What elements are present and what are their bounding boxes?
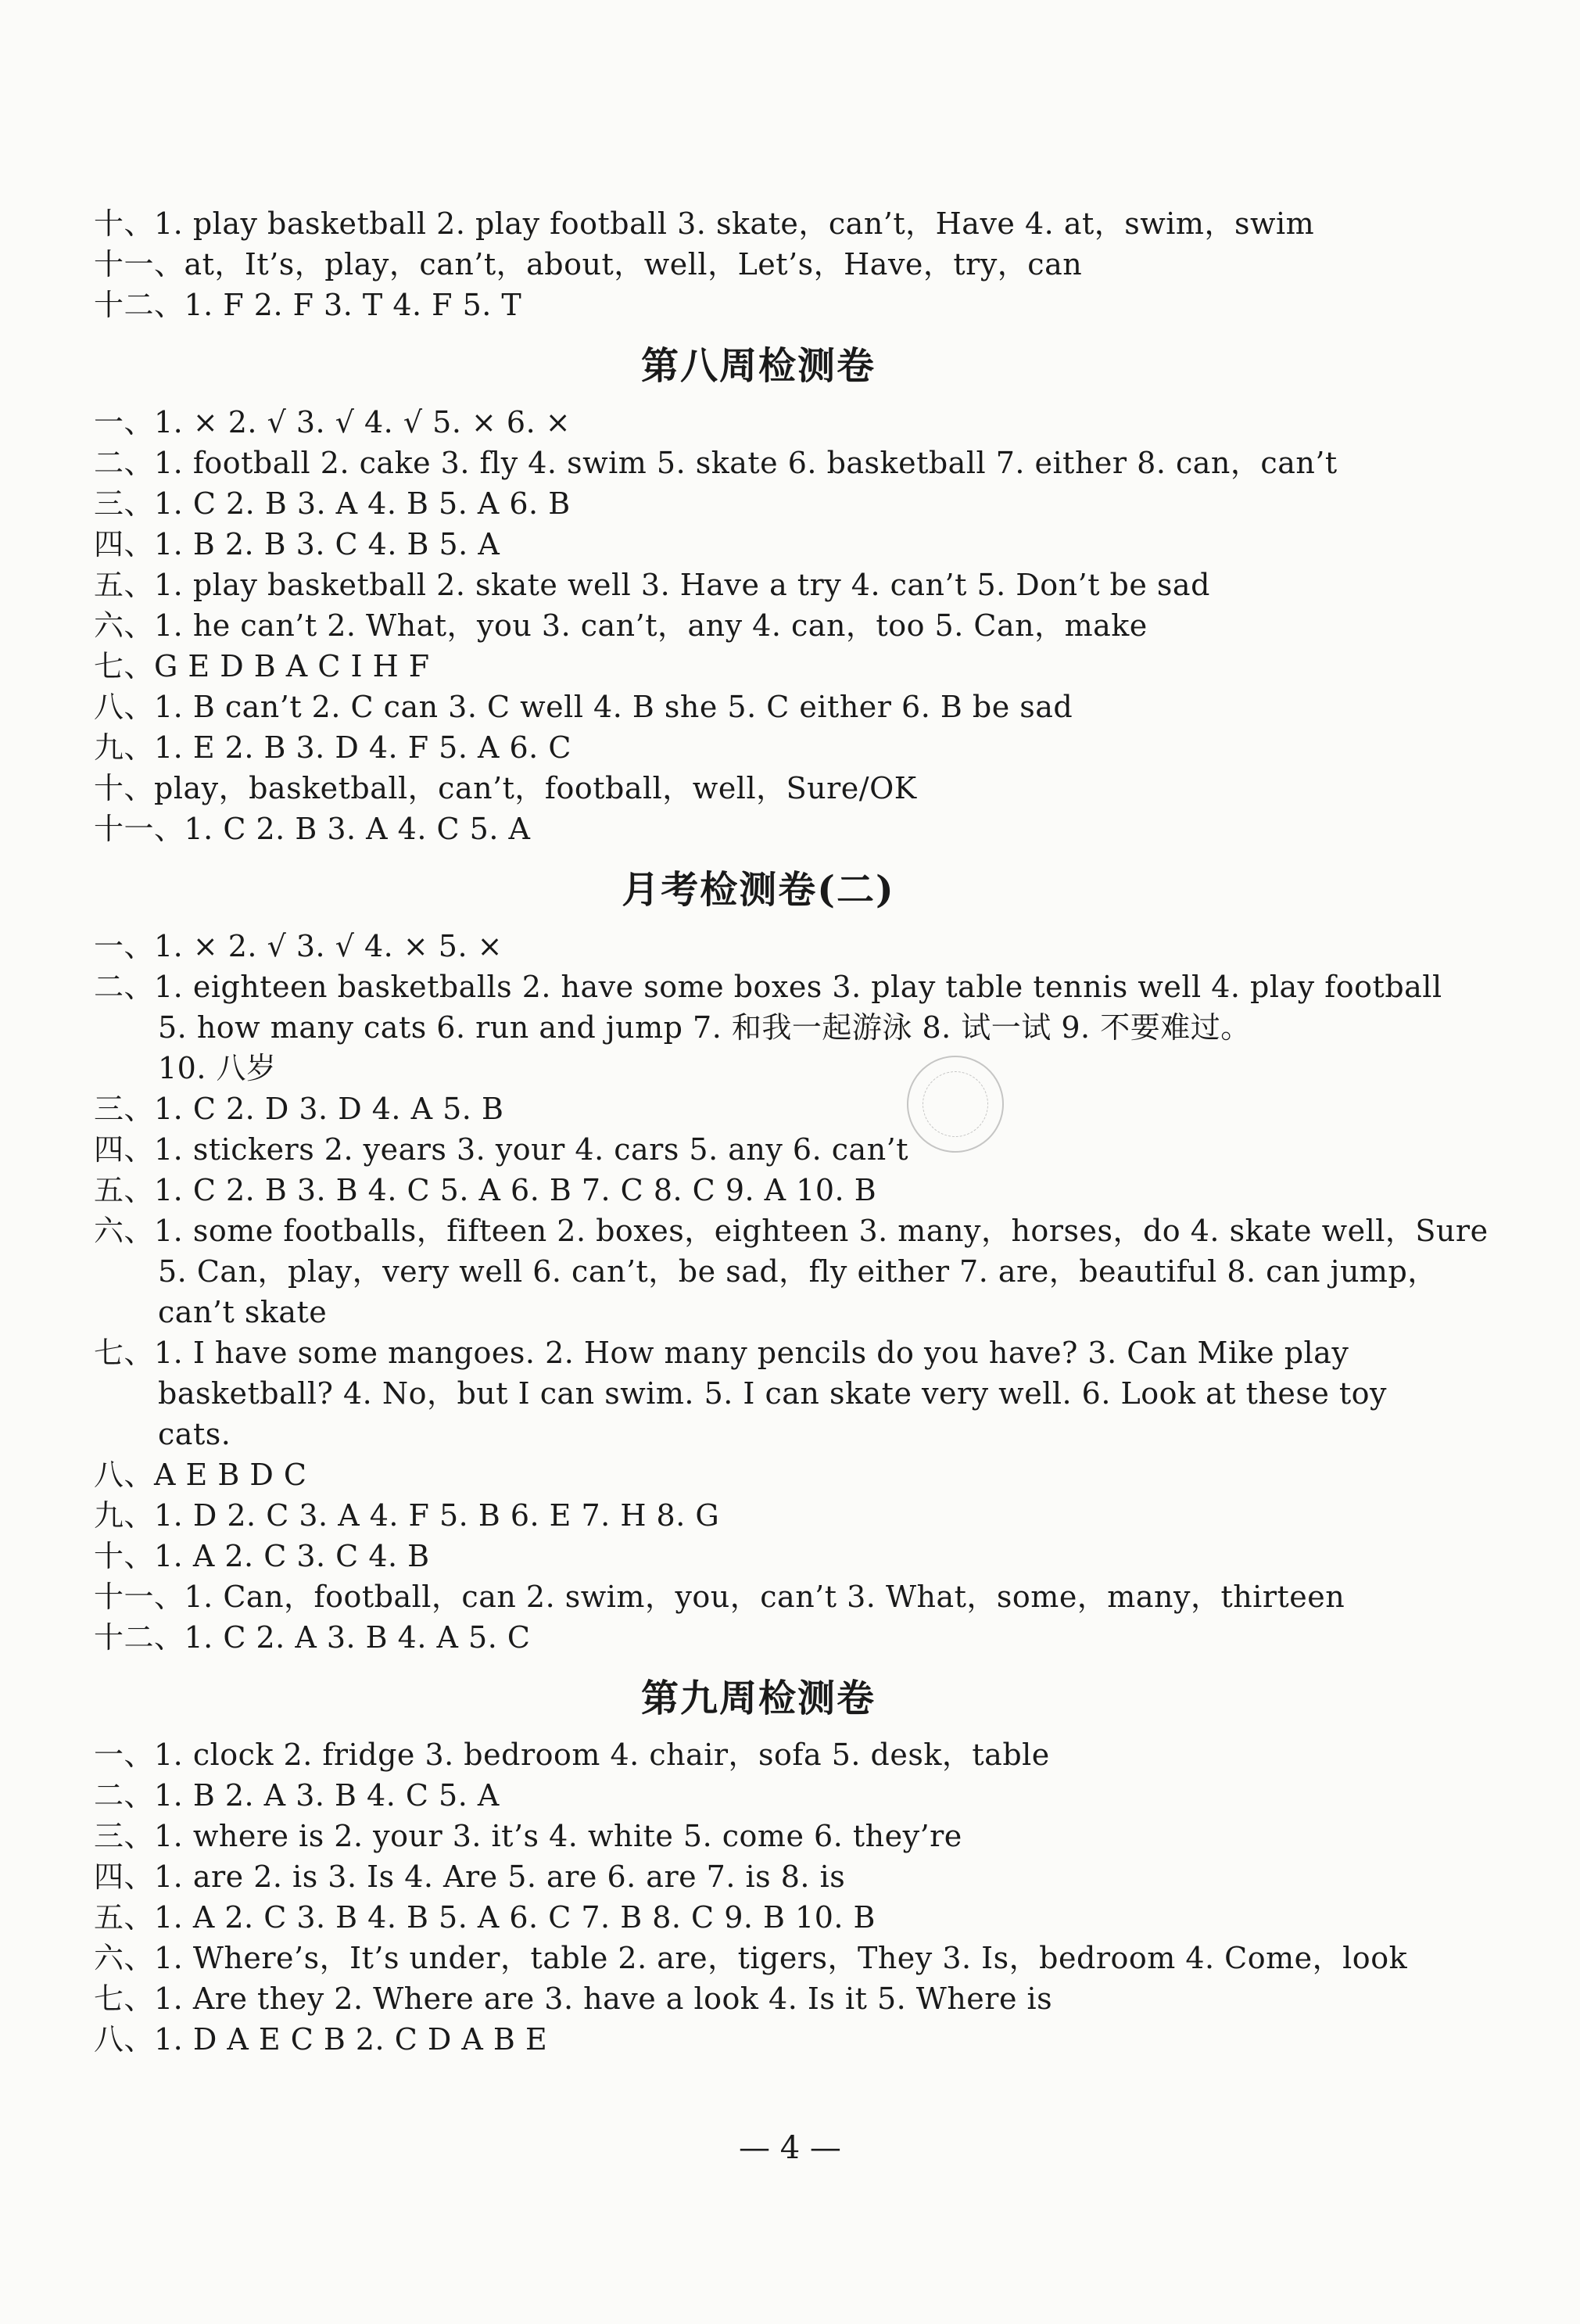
answer-line: 六、1. some footballs，fifteen 2. boxes，eighteen 3. many，horses，do 4. skate well，Sure — [94, 1214, 1489, 1248]
answer-line: 十一、1. Can，football，can 2. swim，you，can’t 3. What，some，many，thirteen — [94, 1580, 1345, 1614]
answer-line: 一、1. clock 2. fridge 3. bedroom 4. chair，sofa 5. desk，table — [94, 1738, 1050, 1772]
answer-line: 二、1. eighteen basketballs 2. have some boxes 3. play table tennis well 4. play football — [94, 970, 1442, 1004]
section-title-week9: 第九周检测卷 — [640, 1677, 876, 1720]
answer-line: 四、1. stickers 2. years 3. your 4. cars 5. any 6. can’t — [94, 1132, 909, 1167]
page-number: — 4 — — [739, 2130, 841, 2166]
answer-line-continued: basketball? 4. No，but I can swim. 5. I can skate very well. 6. Look at these toy — [158, 1376, 1388, 1411]
answer-line: 十、play，basketball，can’t，football，well，Sure/OK — [94, 771, 917, 805]
section-title-monthly2: 月考检测卷(二) — [622, 868, 895, 912]
answer-line-continued: 10. 八岁 — [158, 1051, 277, 1085]
answer-line: 十、1. play basketball 2. play football 3. skate，can’t，Have 4. at，swim，swim — [94, 206, 1315, 241]
answer-line: 七、1. I have some mangoes. 2. How many pencils do you have? 3. Can Mike play — [94, 1336, 1349, 1370]
answer-line: 五、1. play basketball 2. skate well 3. Have a try 4. can’t 5. Don’t be sad — [94, 568, 1210, 602]
answer-line: 五、1. C 2. B 3. B 4. C 5. A 6. B 7. C 8. C 9. A 10. B — [94, 1173, 877, 1207]
answer-line: 八、A E B D C — [94, 1458, 307, 1492]
answer-line: 六、1. he can’t 2. What，you 3. can’t，any 4. can，too 5. Can，make — [94, 608, 1148, 643]
answer-line: 十、1. A 2. C 3. C 4. B — [94, 1539, 430, 1573]
answer-line: 一、1. × 2. √ 3. √ 4. √ 5. × 6. × — [94, 405, 571, 439]
answer-line: 三、1. C 2. D 3. D 4. A 5. B — [94, 1092, 504, 1126]
answer-line: 八、1. B can’t 2. C can 3. C well 4. B she 5. C either 6. B be sad — [94, 690, 1073, 724]
answer-line: 二、1. B 2. A 3. B 4. C 5. A — [94, 1778, 500, 1813]
answer-line: 四、1. are 2. is 3. Is 4. Are 5. are 6. are 7. is 8. is — [94, 1860, 846, 1894]
answer-line: 六、1. Where’s，It’s under，table 2. are，tigers，They 3. Is，bedroom 4. Come，look — [94, 1941, 1408, 1975]
answer-line-continued: cats. — [158, 1417, 231, 1451]
answer-line: 十二、1. F 2. F 3. T 4. F 5. T — [94, 288, 522, 322]
answer-line: 八、1. D A E C B 2. C D A B E — [94, 2022, 548, 2057]
answer-line: 三、1. where is 2. your 3. it’s 4. white 5. come 6. they’re — [94, 1819, 962, 1853]
section-title-week8: 第八周检测卷 — [640, 344, 876, 388]
answer-line: 九、1. E 2. B 3. D 4. F 5. A 6. C — [94, 730, 571, 765]
answer-line: 四、1. B 2. B 3. C 4. B 5. A — [94, 527, 500, 561]
answer-line: 十二、1. C 2. A 3. B 4. A 5. C — [94, 1620, 531, 1655]
answer-line: 十一、1. C 2. B 3. A 4. C 5. A — [94, 812, 531, 846]
answer-line-continued: can’t skate — [158, 1295, 328, 1329]
answer-line: 三、1. C 2. B 3. A 4. B 5. A 6. B — [94, 486, 571, 521]
answer-line: 七、1. Are they 2. Where are 3. have a look 4. Is it 5. Where is — [94, 1981, 1053, 2016]
answer-line: 九、1. D 2. C 3. A 4. F 5. B 6. E 7. H 8. G — [94, 1498, 720, 1533]
answer-line: 五、1. A 2. C 3. B 4. B 5. A 6. C 7. B 8. C 9. B 10. B — [94, 1900, 876, 1935]
answer-line-continued: 5. how many cats 6. run and jump 7. 和我一起游泳 8. 试一试 9. 不要难过。 — [158, 1010, 1251, 1045]
answer-content — [94, 203, 1489, 2060]
answer-line: 十一、at，It’s，play，can’t，about，well，Let’s，Have，try，can — [94, 247, 1083, 282]
answer-line: 一、1. × 2. √ 3. √ 4. × 5. × — [94, 929, 503, 963]
answer-line-continued: 5. Can，play，very well 6. can’t，be sad，fly either 7. are，beautiful 8. can jump， — [158, 1254, 1438, 1289]
answer-line: 二、1. football 2. cake 3. fly 4. swim 5. skate 6. basketball 7. either 8. can，can’t — [94, 446, 1338, 480]
answer-line: 七、G E D B A C I H F — [94, 649, 430, 683]
